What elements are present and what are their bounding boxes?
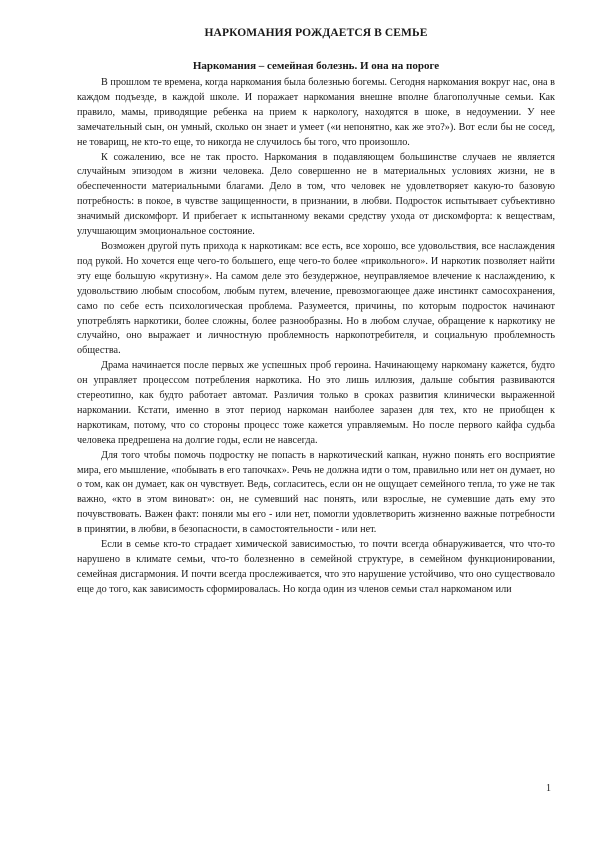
document-subtitle: Наркомания – семейная болезнь. И она на пороге	[192, 60, 440, 72]
paragraph-3: Возможен другой путь прихода к наркотикам: все есть, все хорошо, все удовольствия, все наслаждения под рукой. Но хочется еще чего-то большего, еще чего-то более «прикольного». И наркотик позволяет найти эту еще большую «крутизну». На самом деле это безудержное, неуправляемое влечение к наслаждению, к удовольствию любым способом, любым путем, влечение, превозмогающее даже инстинкт самосохранения, само по себе есть психологическая проблема. Разумеется, причины, по которым подросток начинают употреблять наркотики, более сложны, более разнообразны. Но в любом случае, обращение к наркотику не случайно, оно выражает и личностную проблемность наркопотребителя, и социальную проблемность общества.	[77, 240, 555, 357]
paragraph-6: Если в семье кто-то страдает химической зависимостью, то почти всегда обнаруживается, что что-то нарушено в климате семьи, что-то болезненно в семейной структуре, в семейном функционировании, семейная дисгармония. И почти всегда прослеживается, что это нарушение устойчиво, что оно существовало еще до того, как зависимость сформировалась. Но когда один из членов семьи стал наркоманом или	[77, 539, 555, 595]
page-number: 1	[546, 783, 551, 794]
document-title: НАРКОМАНИЯ РОЖДАЕТСЯ В СЕМЬЕ	[204, 27, 428, 39]
paragraph-2: К сожалению, все не так просто. Наркомания в подавляющем большинстве случаев не является случайным эпизодом в жизни человека. Дело совершенно не в материальных условиях жизни, не в обеспеченности материальными благами. Дело в том, что человек не удовлетворяет какую-то базовую потребность: в покое, в чувстве защищенности, в признании, в любви. Подросток испытывает субъективно значимый дискомфорт. И прибегает к испытанному веками средству ухода от дискомфорта: к веществам, улучшающим эмоциональное состояние.	[77, 151, 555, 238]
paragraph-1: В прошлом те времена, когда наркомания была болезнью богемы. Сегодня наркомания вокруг нас, она в каждом подъезде, в каждой школе. И поражает наркомания внешне вполне благополучные семьи. Как правило, мамы, приводящие ребенка на прием к наркологу, находятся в шоке, в недоумении. У нее замечательный сын, он умный, сколько он знает и умеет («и непонятно, как же это?»). Вот если бы не сосед, не товарищ, не кто-то еще, то никогда не случилось бы того, что произошло.	[77, 77, 555, 148]
paragraph-5: Для того чтобы помочь подростку не попасть в наркотический капкан, нужно понять его восприятие мира, его мышление, «побывать в его тапочках». Речь не должна идти о том, правильно или нет он думает, но о том, как он думает, как он чувствует. Ведь, согласитесь, если он не ощущает семейного тепла, то уже не так важно, «кто в этом виноват»: он, не сумевший нас понять, или взрослые, не сумевшие дать ему это почувствовать. Важен факт: поняли мы его - или нет, помогли удовлетворить жизненно важные потребности в принятии, в любви, в безопасности, в самостоятельности - или нет.	[77, 449, 555, 536]
document-body	[77, 26, 555, 598]
paragraph-4: Драма начинается после первых же успешных проб героина. Начинающему наркоману кажется, будто он управляет процессом потребления наркотика. Но это лишь иллюзия, дальше события развиваются стереотипно, как будто работает автомат. Различия только в сроках развития клинически выраженной наркомании. Кстати, именно в этот период наркоман наиболее заразен для тех, кто не приобщен к наркотикам, потому, что со стороны процесс тоже кажется управляемым. Но после первого кайфа судьба человека предрешена на долгие годы, если не навсегда.	[77, 360, 555, 446]
